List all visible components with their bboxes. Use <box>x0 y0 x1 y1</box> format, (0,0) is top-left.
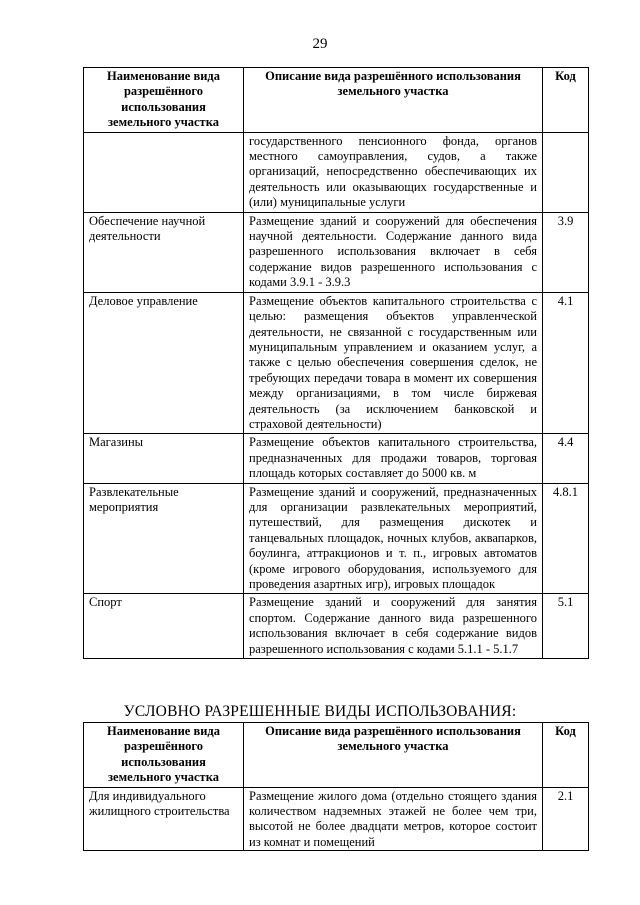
row-name: Деловое управление <box>84 292 244 434</box>
table-row <box>84 292 589 434</box>
row-name: Обеспечение научной деятельности <box>84 212 244 292</box>
row-code: 4.4 <box>543 434 589 483</box>
row-code: 5.1 <box>543 594 589 659</box>
header-name: Наименование вида разрешённого использования земельного участка <box>84 68 244 133</box>
row-name: Развлекательные мероприятия <box>84 483 244 594</box>
row-description: Размещение объектов капитального строительства с целью: размещения объектов управленческой деятельности, не связанной с государственным или муниципальным управлением и оказанием услуг, а также с целью обеспечения совершения сделок, не требующих передачи товара в момент их совершения между организациями, в том числе биржевая деятельность (за исключением банковской и страховой деятельности) <box>244 292 543 434</box>
header-description: Описание вида разрешённого использования земельного участка <box>244 723 543 788</box>
header-code: Код <box>543 723 589 788</box>
table-row <box>84 434 589 483</box>
row-code: 2.1 <box>543 787 589 850</box>
row-name: Спорт <box>84 594 244 659</box>
row-description: Размещение зданий и сооружений, предназначенных для организации развлекательных мероприятий, путешествий, для размещения дискотек и танцевальных площадок, ночных клубов, аквапарков, боулинга, аттракционов и т. п., игровых автоматов (кроме игрового оборудования, используемого для проведения азартных игр), игровых площадок <box>244 483 543 594</box>
row-description: Размещение объектов капитального строительства, предназначенных для продажи товаров, торговая площадь которых составляет до 5000 кв. м <box>244 434 543 483</box>
header-description: Описание вида разрешённого использования земельного участка <box>244 68 543 133</box>
table-header-row <box>84 68 589 133</box>
table-header-row <box>84 723 589 788</box>
table-row <box>84 787 589 850</box>
row-description: Размещение зданий и сооружений для обеспечения научной деятельности. Содержание данного вида разрешенного использования включает в себя содержание видов разрешенного использования с кодами 3.9.1 - 3.9.3 <box>244 212 543 292</box>
row-name <box>84 132 244 212</box>
table-row <box>84 132 589 212</box>
table-row <box>84 212 589 292</box>
row-description-text: Размещение жилого дома (отдельно стоящего здания количеством надземных этажей не более чем три, высотой не более двадцати метров, которое состоит из комнат и помещений <box>249 788 537 849</box>
row-description <box>244 787 543 850</box>
row-description: государственного пенсионного фонда, органов местного самоуправления, судов, а также организаций, непосредственно обеспечивающих их деятельность или оказывающих государственные и (или) муниципальные услуги <box>244 132 543 212</box>
section-heading: УСЛОВНО РАЗРЕШЕННЫЕ ВИДЫ ИСПОЛЬЗОВАНИЯ: <box>123 703 517 720</box>
row-name: Магазины <box>84 434 244 483</box>
row-name: Для индивидуального жилищного строительства <box>84 787 244 850</box>
row-code: 4.8.1 <box>543 483 589 594</box>
row-description: Размещение зданий и сооружений для занятия спортом. Содержание данного вида разрешенного использования включает в себя содержание видов разрешенного использования с кодами 5.1.1 - 5.1.7 <box>244 594 543 659</box>
header-name: Наименование вида разрешённого использования земельного участка <box>84 723 244 788</box>
row-code: 3.9 <box>543 212 589 292</box>
table-row <box>84 594 589 659</box>
conditional-uses-table <box>83 722 589 851</box>
permitted-uses-table <box>83 67 589 659</box>
page-number: 29 <box>312 36 328 52</box>
table-row <box>84 483 589 594</box>
header-code: Код <box>543 68 589 133</box>
row-code: 4.1 <box>543 292 589 434</box>
row-code <box>543 132 589 212</box>
